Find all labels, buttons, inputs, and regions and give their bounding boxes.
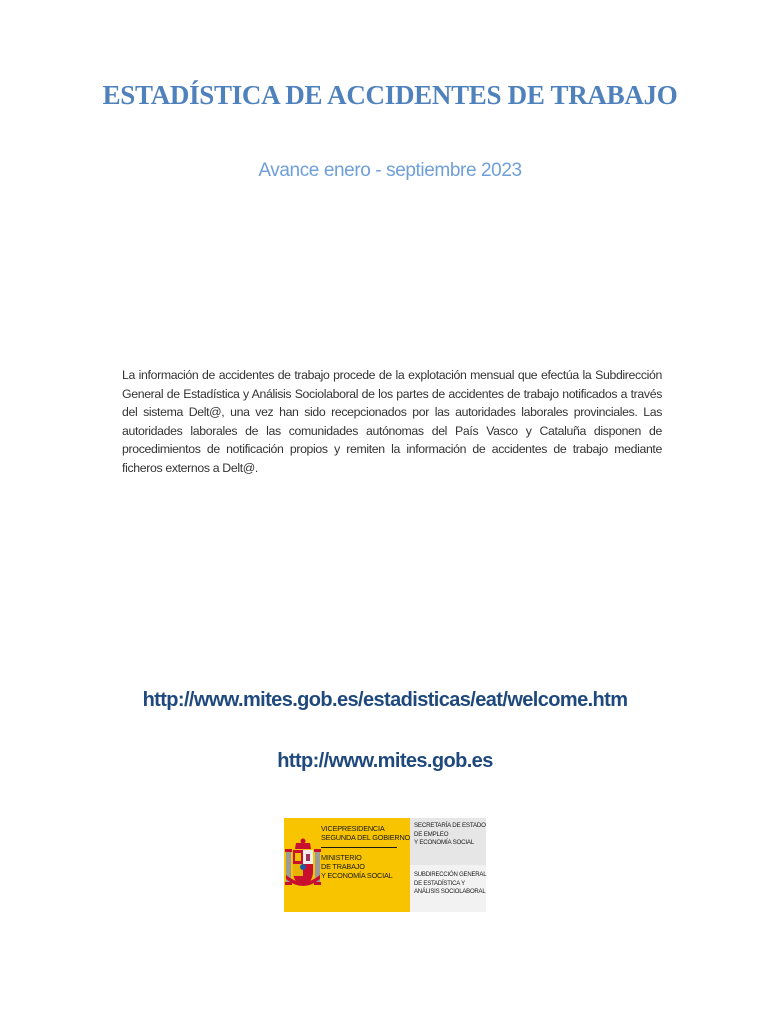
- mites-home-link[interactable]: http://www.mites.gob.es: [277, 750, 493, 772]
- estadisticas-link[interactable]: http://www.mites.gob.es/estadisticas/eat/welcome.htm: [142, 689, 628, 711]
- logo-yellow-panel: [284, 818, 410, 912]
- secretaria-label: SECRETARÍA DE ESTADO DE EMPLEO Y ECONOMÍA SOCIAL: [410, 818, 486, 865]
- vicepresidencia-label: VICEPRESIDENCIA SEGUNDA DEL GOBIERNO: [321, 824, 410, 842]
- subdireccion-label: SUBDIRECCIÓN GENERAL DE ESTADÍSTICA Y ANÁLISIS SOCIOLABORAL: [410, 865, 486, 912]
- ministry-logo: [284, 818, 486, 912]
- ministerio-label: MINISTERIO DE TRABAJO Y ECONOMÍA SOCIAL: [321, 853, 393, 880]
- document-subtitle: Avance enero - septiembre 2023: [258, 160, 522, 181]
- coat-of-arms-icon: [284, 818, 321, 912]
- document-title: ESTADÍSTICA DE ACCIDENTES DE TRABAJO: [102, 80, 678, 110]
- logo-grey-panel: [410, 818, 486, 912]
- logo-yellow-texts: [321, 818, 410, 912]
- logo-divider: [321, 847, 397, 848]
- intro-paragraph: La información de accidentes de trabajo procede de la explotación mensual que efectúa la Subdirección General de Estadística y Análisis Sociolaboral de los partes de accidentes de trabajo notificados a través del sistema Delt@, una vez han sido recepcionados por las autoridades laborales provinciales. Las autoridades laborales de las comunidades autónomas del País Vasco y Cataluña disponen de procedimientos de notificación propios y remiten la información de accidentes de trabajo mediante ficheros externos a Delt@.: [122, 368, 662, 475]
